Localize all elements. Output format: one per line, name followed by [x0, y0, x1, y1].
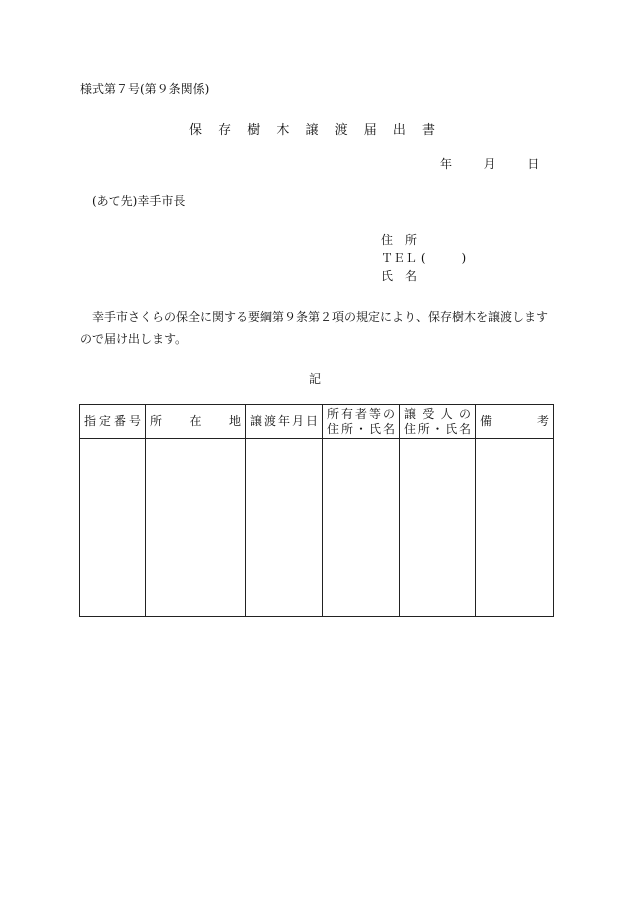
header-owner-address-name: 所有者等の 住所・氏名: [323, 405, 400, 439]
cell-remarks[interactable]: [476, 439, 554, 617]
table-header-row: [80, 405, 554, 439]
record-label: 記: [308, 372, 321, 386]
cell-transferee-address-name[interactable]: [400, 439, 476, 617]
form-number: 様式第７号(第９条関係): [80, 82, 210, 96]
date-month-label: 月: [483, 157, 496, 171]
date-year-label: 年: [440, 157, 453, 171]
addressee: (あて先)幸手市長: [92, 194, 186, 208]
document-title: 保 存 樹 木 譲 渡 届 出 書: [188, 123, 442, 138]
cell-designation-number[interactable]: [80, 439, 146, 617]
header-transfer-date: 譲渡年月日: [246, 405, 323, 439]
header-location: 所在地: [146, 405, 246, 439]
cell-owner-address-name[interactable]: [323, 439, 400, 617]
cell-transfer-date[interactable]: [246, 439, 323, 617]
table-row: [80, 439, 554, 617]
cell-location[interactable]: [146, 439, 246, 617]
date-line: [440, 155, 539, 172]
header-remarks: 備考: [476, 405, 554, 439]
applicant-address-label: 住 所: [381, 233, 418, 247]
applicant-tel-label: ＴＥＬ ( ): [381, 251, 467, 265]
body-text: 幸手市さくらの保全に関する要綱第９条第２項の規定により、保存樹木を譲渡しますので届け出します。: [80, 310, 549, 346]
record-table: [79, 404, 554, 617]
applicant-name-label: 氏 名: [381, 269, 418, 283]
header-transferee-address-name: 譲受人の 住所・氏名: [400, 405, 476, 439]
header-designation-number: 指定番号: [80, 405, 146, 439]
date-day-label: 日: [527, 157, 540, 171]
